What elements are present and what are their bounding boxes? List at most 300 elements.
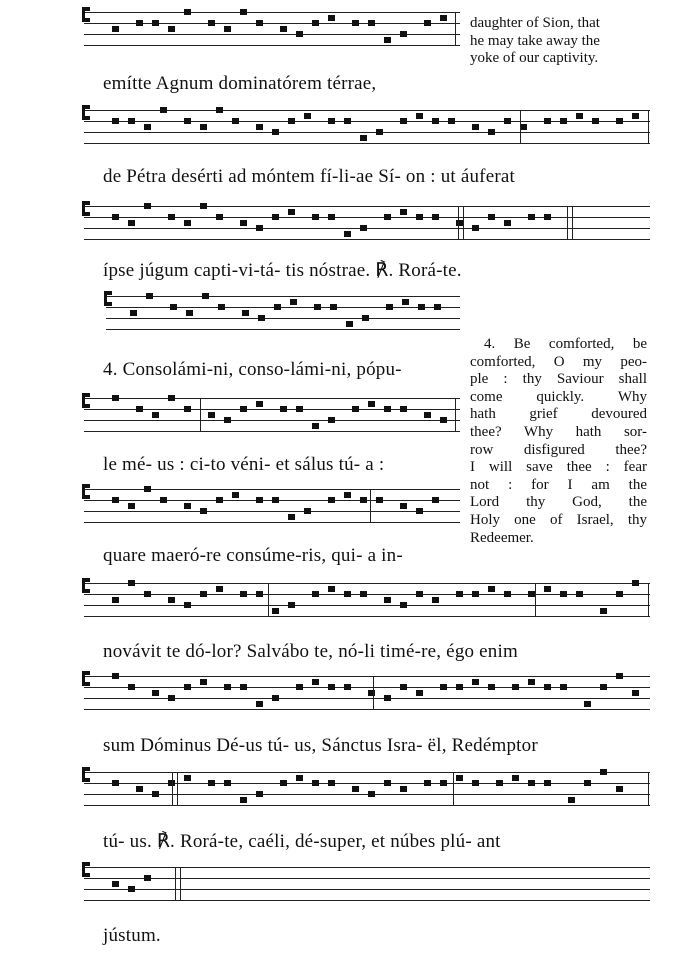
neume-note	[352, 406, 359, 412]
neume-note	[296, 406, 303, 412]
neume-note	[472, 591, 479, 597]
translation-verse	[470, 336, 647, 547]
neume-note	[576, 113, 583, 119]
neume-note	[328, 118, 335, 124]
chant-staff	[84, 676, 650, 710]
staff-line	[84, 616, 650, 617]
neume-note	[272, 695, 279, 701]
translation-verse-line: Redeemer.	[470, 529, 534, 546]
neume-note	[352, 20, 359, 26]
bar-line	[572, 206, 573, 240]
neume-note	[200, 679, 207, 685]
neume-note	[600, 769, 607, 775]
chant-staff	[84, 206, 650, 240]
neume-note	[128, 580, 135, 586]
neume-note	[368, 401, 375, 407]
neume-note	[152, 412, 159, 418]
neume-note	[112, 214, 119, 220]
neume-note	[544, 586, 551, 592]
neume-note	[216, 107, 223, 113]
neume-note	[242, 310, 249, 316]
staff-line	[84, 522, 460, 523]
bar-line	[172, 772, 173, 806]
staff-line	[84, 420, 460, 421]
neume-note	[528, 214, 535, 220]
neume-note	[432, 497, 439, 503]
chant-staff	[84, 398, 460, 432]
neume-note	[384, 37, 391, 43]
neume-note	[208, 412, 215, 418]
neume-note	[224, 26, 231, 32]
translation-verse-line: row disfigured thee?	[470, 441, 647, 458]
neume-note	[568, 797, 575, 803]
bar-line	[463, 206, 464, 240]
neume-note	[368, 791, 375, 797]
neume-note	[272, 608, 279, 614]
neume-note	[360, 135, 367, 141]
neume-note	[424, 412, 431, 418]
staff-line	[84, 511, 460, 512]
neume-note	[314, 304, 321, 310]
lyric-line-7: novávit te dó-lor? Salvábo te, nó-li timé-re, égo enim	[103, 641, 518, 662]
neume-note	[112, 118, 119, 124]
neume-note	[168, 597, 175, 603]
neume-note	[416, 113, 423, 119]
neume-note	[112, 26, 119, 32]
neume-note	[312, 591, 319, 597]
chant-staff	[84, 110, 650, 144]
neume-note	[488, 129, 495, 135]
neume-note	[528, 591, 535, 597]
neume-note	[632, 690, 639, 696]
staff-line	[106, 307, 460, 308]
neume-note	[146, 293, 153, 299]
staff-line	[84, 489, 460, 490]
chant-staff	[84, 772, 650, 806]
neume-note	[256, 124, 263, 130]
neume-note	[384, 695, 391, 701]
bar-line	[648, 583, 649, 617]
staff-line	[84, 228, 650, 229]
neume-note	[112, 497, 119, 503]
neume-note	[256, 791, 263, 797]
chant-staff	[84, 583, 650, 617]
neume-note	[216, 586, 223, 592]
neume-note	[304, 113, 311, 119]
translation-top	[470, 15, 646, 68]
neume-note	[128, 220, 135, 226]
neume-note	[272, 497, 279, 503]
neume-note	[432, 214, 439, 220]
neume-note	[240, 220, 247, 226]
staff-line	[84, 889, 650, 890]
neume-note	[440, 15, 447, 21]
translation-verse-line: thee? Why hath sor-	[470, 423, 647, 440]
lyric-line-1: emítte Agnum dominatórem térrae,	[103, 73, 377, 94]
translation-verse-line: Lord thy God, the	[470, 494, 647, 511]
bar-line	[648, 772, 649, 806]
neume-note	[592, 118, 599, 124]
neume-note	[256, 401, 263, 407]
neume-note	[170, 304, 177, 310]
lyric-line-10: jústum.	[103, 925, 161, 946]
neume-note	[256, 497, 263, 503]
neume-note	[560, 118, 567, 124]
neume-note	[384, 597, 391, 603]
neume-note	[488, 586, 495, 592]
staff-line	[106, 296, 460, 297]
neume-note	[472, 225, 479, 231]
neume-note	[360, 591, 367, 597]
neume-note	[186, 310, 193, 316]
neume-note	[152, 690, 159, 696]
bar-line	[567, 206, 568, 240]
neume-note	[584, 780, 591, 786]
neume-note	[472, 124, 479, 130]
staff-line	[106, 329, 460, 330]
staff-line	[84, 900, 650, 901]
staff-line	[84, 867, 650, 868]
neume-note	[160, 107, 167, 113]
neume-note	[400, 118, 407, 124]
neume-note	[312, 780, 319, 786]
neume-note	[184, 775, 191, 781]
neume-note	[288, 514, 295, 520]
neume-note	[312, 679, 319, 685]
chant-staff	[84, 867, 650, 901]
bar-line	[177, 772, 178, 806]
neume-note	[184, 684, 191, 690]
translation-verse-line: 4. Be comforted, be	[484, 336, 647, 352]
neume-note	[200, 124, 207, 130]
neume-note	[144, 203, 151, 209]
neume-note	[256, 701, 263, 707]
neume-note	[128, 886, 135, 892]
neume-note	[584, 701, 591, 707]
neume-note	[112, 395, 119, 401]
staff-line	[84, 676, 650, 677]
neume-note	[512, 684, 519, 690]
neume-note	[360, 497, 367, 503]
neume-note	[290, 299, 297, 305]
neume-note	[272, 214, 279, 220]
neume-note	[496, 780, 503, 786]
neume-note	[368, 20, 375, 26]
neume-note	[296, 775, 303, 781]
neume-note	[344, 492, 351, 498]
chant-staff	[106, 296, 460, 330]
lyric-line-4: 4. Consolámi-ni, conso-lámi-ni, pópu-	[103, 359, 402, 380]
neume-note	[168, 695, 175, 701]
neume-note	[328, 214, 335, 220]
neume-note	[330, 304, 337, 310]
neume-note	[472, 679, 479, 685]
staff-line	[84, 398, 460, 399]
neume-note	[296, 31, 303, 37]
neume-note	[528, 679, 535, 685]
staff-line	[84, 772, 650, 773]
bar-line	[373, 676, 374, 710]
translation-top-line: daughter of Sion, that	[470, 15, 600, 31]
bar-line	[455, 398, 456, 432]
neume-note	[456, 684, 463, 690]
neume-note	[184, 118, 191, 124]
chant-staff	[84, 489, 460, 523]
bar-line	[180, 867, 181, 901]
bar-line	[268, 583, 269, 617]
neume-note	[288, 602, 295, 608]
neume-note	[144, 124, 151, 130]
staff-line	[84, 431, 460, 432]
neume-note	[344, 231, 351, 237]
bar-line	[648, 110, 649, 144]
neume-note	[512, 775, 519, 781]
neume-note	[472, 780, 479, 786]
neume-note	[456, 591, 463, 597]
neume-note	[400, 602, 407, 608]
neume-note	[128, 118, 135, 124]
staff-line	[84, 12, 460, 13]
neume-note	[184, 406, 191, 412]
neume-note	[544, 118, 551, 124]
staff-line	[106, 318, 460, 319]
bar-line	[370, 489, 371, 523]
neume-note	[112, 673, 119, 679]
neume-note	[112, 881, 119, 887]
neume-note	[184, 503, 191, 509]
neume-note	[256, 20, 263, 26]
neume-note	[328, 684, 335, 690]
neume-note	[240, 684, 247, 690]
neume-note	[440, 780, 447, 786]
neume-note	[256, 225, 263, 231]
neume-note	[384, 214, 391, 220]
staff-line	[84, 583, 650, 584]
staff-line	[84, 206, 650, 207]
neume-note	[352, 786, 359, 792]
neume-note	[432, 118, 439, 124]
staff-line	[84, 709, 650, 710]
neume-note	[258, 315, 265, 321]
neume-note	[616, 786, 623, 792]
translation-verse-line: comforted, O my peo-	[470, 353, 647, 370]
neume-note	[168, 395, 175, 401]
lyric-line-6: quare maeró-re consúme-ris, qui- a in-	[103, 545, 403, 566]
bar-line	[535, 583, 536, 617]
neume-note	[384, 780, 391, 786]
translation-top-line: he may take away the	[470, 32, 600, 49]
neume-note	[424, 20, 431, 26]
neume-note	[224, 684, 231, 690]
neume-note	[432, 597, 439, 603]
staff-line	[84, 239, 650, 240]
neume-note	[128, 503, 135, 509]
neume-note	[402, 299, 409, 305]
translation-top-line: yoke of our captivity.	[470, 50, 599, 67]
neume-note	[416, 591, 423, 597]
neume-note	[200, 203, 207, 209]
neume-note	[400, 31, 407, 37]
neume-note	[218, 304, 225, 310]
neume-note	[328, 15, 335, 21]
neume-note	[456, 775, 463, 781]
neume-note	[544, 684, 551, 690]
neume-note	[362, 315, 369, 321]
neume-note	[416, 508, 423, 514]
neume-note	[240, 797, 247, 803]
neume-note	[136, 786, 143, 792]
neume-note	[208, 780, 215, 786]
neume-note	[616, 673, 623, 679]
neume-note	[418, 304, 425, 310]
neume-note	[440, 684, 447, 690]
neume-note	[328, 586, 335, 592]
neume-note	[440, 417, 447, 423]
neume-note	[240, 406, 247, 412]
neume-note	[240, 591, 247, 597]
neume-note	[416, 690, 423, 696]
neume-note	[344, 591, 351, 597]
neume-note	[184, 602, 191, 608]
neume-note	[600, 684, 607, 690]
lyric-line-2: de Pétra desérti ad móntem fí-li-ae Sí- on : ut áuferat	[103, 166, 515, 187]
neume-note	[520, 124, 527, 130]
translation-verse-line: come quickly. Why	[470, 388, 647, 405]
neume-note	[328, 417, 335, 423]
neume-note	[280, 26, 287, 32]
neume-note	[560, 591, 567, 597]
neume-note	[144, 486, 151, 492]
neume-note	[200, 591, 207, 597]
staff-line	[84, 143, 650, 144]
neume-note	[202, 293, 209, 299]
neume-note	[632, 580, 639, 586]
neume-note	[600, 608, 607, 614]
neume-note	[200, 508, 207, 514]
neume-note	[160, 497, 167, 503]
neume-note	[274, 304, 281, 310]
neume-note	[216, 214, 223, 220]
neume-note	[544, 780, 551, 786]
staff-line	[84, 794, 650, 795]
staff-line	[84, 110, 650, 111]
neume-note	[328, 780, 335, 786]
neume-note	[616, 591, 623, 597]
translation-verse-line: Holy one of Israel, thy	[470, 511, 647, 528]
neume-note	[424, 780, 431, 786]
bar-line	[175, 867, 176, 901]
neume-note	[386, 304, 393, 310]
neume-note	[312, 214, 319, 220]
neume-note	[288, 118, 295, 124]
translation-verse-line: ple : thy Saviour shall	[470, 371, 647, 388]
neume-note	[272, 129, 279, 135]
neume-note	[144, 591, 151, 597]
neume-note	[144, 875, 151, 881]
lyric-line-9: tú- us. ℟. Rorá-te, caéli, dé-super, et núbes plú- ant	[103, 831, 501, 852]
staff-line	[84, 605, 650, 606]
staff-line	[84, 805, 650, 806]
neume-note	[328, 497, 335, 503]
neume-note	[448, 118, 455, 124]
neume-note	[168, 26, 175, 32]
neume-note	[232, 118, 239, 124]
staff-line	[84, 45, 460, 46]
lyric-line-5: le mé- us : ci-to véni- et sálus tú- a :	[103, 454, 385, 475]
neume-note	[152, 791, 159, 797]
neume-note	[136, 406, 143, 412]
neume-note	[280, 780, 287, 786]
translation-verse-line: not : for I am the	[470, 476, 647, 493]
neume-note	[544, 214, 551, 220]
neume-note	[376, 129, 383, 135]
neume-note	[136, 20, 143, 26]
neume-note	[224, 417, 231, 423]
neume-note	[376, 497, 383, 503]
neume-note	[296, 684, 303, 690]
neume-note	[616, 118, 623, 124]
neume-note	[216, 497, 223, 503]
neume-note	[208, 20, 215, 26]
neume-note	[632, 113, 639, 119]
neume-note	[240, 9, 247, 15]
neume-note	[400, 209, 407, 215]
neume-note	[400, 503, 407, 509]
neume-note	[504, 220, 511, 226]
neume-note	[128, 684, 135, 690]
neume-note	[184, 220, 191, 226]
neume-note	[560, 684, 567, 690]
neume-note	[384, 406, 391, 412]
neume-note	[346, 321, 353, 327]
neume-note	[224, 780, 231, 786]
neume-note	[312, 20, 319, 26]
lyric-line-3: ípse júgum capti-vi-tá- tis nóstrae. ℟. Rorá-te.	[103, 260, 462, 281]
neume-note	[312, 423, 319, 429]
neume-note	[344, 118, 351, 124]
translation-verse-line: I will save thee : fear	[470, 459, 647, 476]
neume-note	[232, 492, 239, 498]
neume-note	[504, 118, 511, 124]
neume-note	[112, 597, 119, 603]
translation-verse-line: hath grief devoured	[470, 406, 647, 423]
bar-line	[200, 398, 201, 432]
neume-note	[416, 214, 423, 220]
neume-note	[288, 209, 295, 215]
neume-note	[168, 214, 175, 220]
neume-note	[280, 406, 287, 412]
bar-line	[453, 772, 454, 806]
neume-note	[434, 304, 441, 310]
staff-line	[84, 878, 650, 879]
neume-note	[488, 214, 495, 220]
bar-line	[458, 206, 459, 240]
neume-note	[130, 310, 137, 316]
neume-note	[304, 508, 311, 514]
lyric-line-8: sum Dóminus Dé-us tú- us, Sánctus Isra- ël, Redémptor	[103, 735, 538, 756]
neume-note	[112, 780, 119, 786]
neume-note	[400, 786, 407, 792]
bar-line	[455, 12, 456, 46]
neume-note	[488, 684, 495, 690]
staff-line	[84, 132, 650, 133]
neume-note	[184, 9, 191, 15]
neume-note	[360, 225, 367, 231]
neume-note	[152, 20, 159, 26]
neume-note	[528, 780, 535, 786]
neume-note	[256, 591, 263, 597]
neume-note	[344, 684, 351, 690]
